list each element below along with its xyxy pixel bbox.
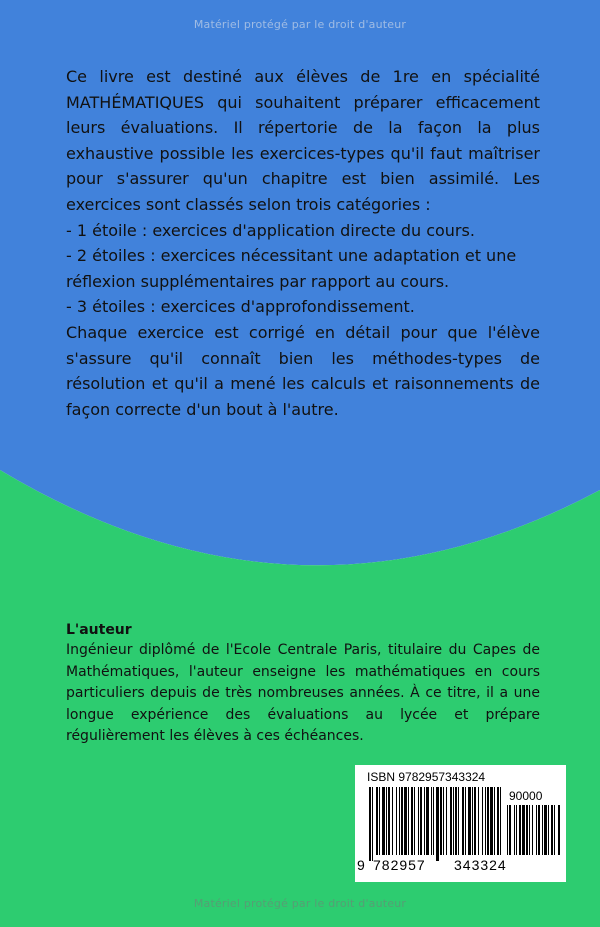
barcode-bar [468, 787, 471, 855]
barcode-bar [450, 787, 452, 855]
barcode-addon-bar [538, 805, 540, 855]
category-three-stars: - 3 étoiles : exercices d'approfondissement. [66, 297, 415, 317]
watermark-top: Matériel protégé par le droit d'auteur [193, 18, 407, 31]
barcode-bar [386, 787, 387, 855]
barcode-bar [494, 787, 495, 855]
barcode-bar [379, 787, 380, 855]
barcode-bar [443, 787, 444, 855]
barcode-bar [474, 787, 476, 855]
barcode-addon-bar [519, 805, 521, 855]
barcode-bar [408, 787, 409, 855]
barcode-bar [436, 787, 439, 861]
barcode-addon-bar [542, 805, 543, 855]
barcode-bar [396, 787, 397, 855]
barcode-bar [414, 787, 415, 855]
author-section [66, 620, 540, 748]
barcode-bar [418, 787, 419, 855]
barcode-bar [440, 787, 442, 855]
barcode-addon-bar [529, 805, 530, 855]
blurb-paragraph: Ce livre est destiné aux élèves de 1re en spécialité MATHÉMATIQUES qui souhaitent préparer efficacement leurs évaluations. Il répertorie de la façon la plus exhaustive possible les exercices-types qu'il faut maîtriser pour s'assurer qu'un chapitre est bien assimilé. Les exercices sont classés selon trois catégories : [66, 67, 540, 214]
barcode-addon-bar [509, 805, 511, 855]
isbn-label: ISBN 9782957343324 [367, 770, 486, 784]
barcode-bar [382, 787, 385, 855]
barcode-addon-bar [516, 805, 517, 855]
barcode-addon-bar [544, 805, 547, 855]
barcode-bar [376, 787, 378, 855]
watermark-bottom: Matériel protégé par le droit d'auteur [193, 897, 407, 910]
barcode-digit-first: 9 [357, 857, 366, 873]
blurb-closing: Chaque exercice est corrigé en détail pour que l'élève s'assure qu'il connaît bien les méthodes-types de résolution et qu'il a mené les calculs et raisonnements de façon correcte d'un bout à l'autre. [66, 322, 540, 419]
barcode-addon-bar [558, 805, 560, 855]
barcode-bar [482, 787, 483, 855]
barcode-bar [500, 787, 501, 855]
barcode-addon-bar [554, 805, 555, 855]
barcode-addon-bar [514, 805, 515, 855]
barcode-bar [446, 787, 447, 855]
barcode-bar [404, 787, 407, 855]
barcode-bar [497, 787, 499, 855]
author-bio: Ingénieur diplômé de l'Ecole Centrale Paris, titulaire du Capes de Mathématiques, l'auteur enseigne les mathématiques en cours particuliers depuis de très nombreuses années. À ce titre, il a une longue expérience des évaluations au lycée et prépare régulièrement les élèves à ces échéances. [66, 642, 540, 745]
barcode-bar [369, 787, 371, 861]
price-code: 90000 [509, 789, 543, 803]
barcode-bar [411, 787, 413, 855]
blurb [66, 64, 540, 422]
barcode-addon-bar [536, 805, 537, 855]
barcode-addon-bar [532, 805, 533, 855]
barcode-digits-left: 782957 [373, 857, 426, 873]
category-one-star: - 1 étoile : exercices d'application directe du cours. [66, 220, 475, 240]
barcode-bar [401, 787, 403, 855]
barcode-bar [388, 787, 390, 855]
barcode-bar [478, 787, 479, 855]
barcode-bar [487, 787, 489, 855]
barcode-digits-right: 343324 [454, 857, 507, 873]
barcode-bar [431, 787, 432, 855]
barcode-bar [455, 787, 457, 855]
barcode-bar [462, 787, 464, 855]
barcode-box [355, 765, 566, 882]
barcode-bar [485, 787, 486, 855]
barcode-bar [472, 787, 473, 855]
barcode-bar [426, 787, 429, 855]
barcode-bar [433, 787, 434, 855]
barcode-bar [453, 787, 454, 855]
barcode-bar [490, 787, 493, 855]
barcode-bar [399, 787, 400, 855]
barcode-addon-bar [551, 805, 553, 855]
barcode-addon-bar [507, 805, 508, 855]
barcode-addon-bar [522, 805, 525, 855]
author-heading: L'auteur [66, 622, 132, 638]
barcode-bar [424, 787, 425, 855]
category-two-stars: - 2 étoiles : exercices nécessitant une adaptation et une réflexion supplémentaires par rapport au cours. [66, 246, 517, 291]
barcode-bar [465, 787, 466, 855]
barcode-addon-bar [526, 805, 528, 855]
barcode-bar [392, 787, 393, 855]
barcode-bar [420, 787, 422, 855]
barcode-bar [372, 787, 373, 861]
barcode-bar [458, 787, 459, 855]
barcode-addon-bar [548, 805, 549, 855]
